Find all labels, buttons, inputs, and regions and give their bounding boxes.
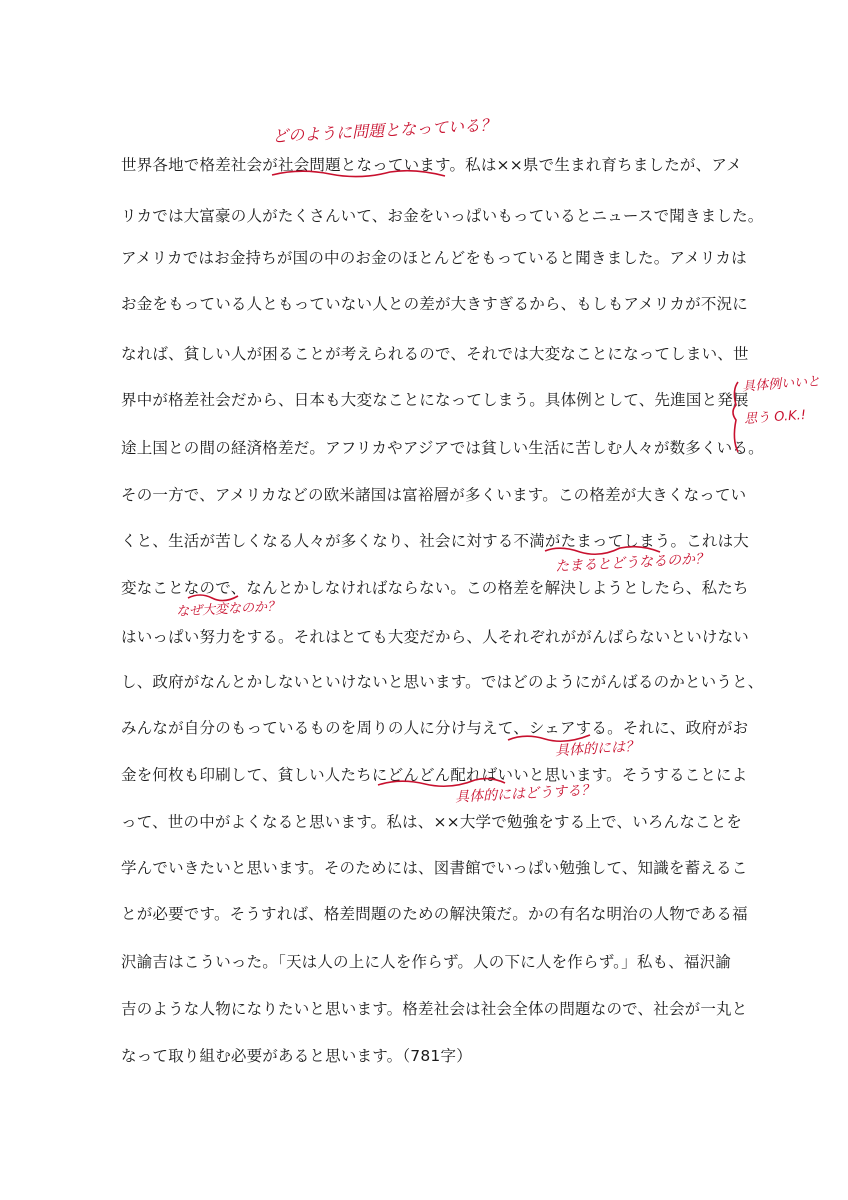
essay-line: みんなが自分のもっているものを周りの人に分け与えて、シェアする。それに、政府がお: [121, 719, 749, 737]
essay-line: くと、生活が苦しくなる人々が多くなり、社会に対する不満がたまってしまう。これは大: [121, 532, 750, 550]
essay-line: 沢諭吉はこういった。「天は人の上に人を作らず。人の下に人を作らず。」私も、福沢諭: [121, 953, 732, 971]
essay-line: とが必要です。そうすれば、格差問題のための解決策だ。かの有名な明治の人物である福: [121, 905, 748, 923]
annotation-note: 具体的にはどうする？: [454, 782, 596, 806]
annotation-note: 具体例いいと: [741, 374, 821, 395]
essay-line: はいっぱい努力をする。それはとても大変だから、人それぞれががんばらないといけない: [121, 628, 750, 646]
annotation-note: どのように問題となっている？: [271, 115, 497, 146]
essay-line: って、世の中がよくなると思います。私は、××大学で勉強をする上で、いろんなことを: [121, 813, 743, 831]
essay-line: 金を何枚も印刷して、貧しい人たちにどんどん配ればいいと思います。そうすることによ: [121, 766, 748, 784]
essay-line: 界中が格差社会だから、日本も大変なことになってしまう。具体例として、先進国と発展: [121, 391, 749, 409]
annotation-note: なぜ大変なのか？: [175, 599, 281, 620]
essay-line: お金をもっている人ともっていない人との差が大きすぎるから、もしもアメリカが不況に: [121, 295, 748, 313]
essay-line: なって取り組む必要があると思います。（781字）: [121, 1047, 472, 1065]
essay-line: 学んでいきたいと思います。そのためには、図書館でいっぱい勉強して、知識を蓄えるこ: [121, 859, 748, 877]
annotation-note: 具体的には？: [554, 738, 640, 760]
essay-line: 変なことなので、なんとかしなければならない。この格差を解決しようとしたら、私たち: [121, 579, 749, 597]
essay-line: アメリカではお金持ちが国の中のお金のほとんどをもっていると聞きました。アメリカは: [121, 249, 747, 267]
essay-line: 吉のような人物になりたいと思います。格差社会は社会全体の問題なので、社会が一丸と: [121, 1000, 748, 1018]
essay-line: し、政府がなんとかしないといけないと思います。ではどのようにがんばるのかというと、: [121, 673, 764, 691]
essay-line: 世界各地で格差社会が社会問題となっています。私は××県で生まれ育ちましたが、アメ: [121, 156, 742, 174]
essay-line: なれば、貧しい人が困ることが考えられるので、それでは大変なことになってしまい、世: [121, 345, 749, 363]
annotation-note: たまるとどうなるのか？: [554, 550, 710, 576]
essay-line: 途上国との間の経済格差だ。アフリカやアジアでは貧しい生活に苦しむ人々が数多くいる。: [121, 439, 764, 457]
essay-line: リカでは大富豪の人がたくさんいて、お金をいっぱいもっているとニュースで聞きました。: [121, 207, 764, 225]
essay-line: その一方で、アメリカなどの欧米諸国は富裕層が多くいます。この格差が大きくなってい: [121, 486, 747, 504]
annotation-note: 思う O.K.!: [743, 407, 807, 428]
